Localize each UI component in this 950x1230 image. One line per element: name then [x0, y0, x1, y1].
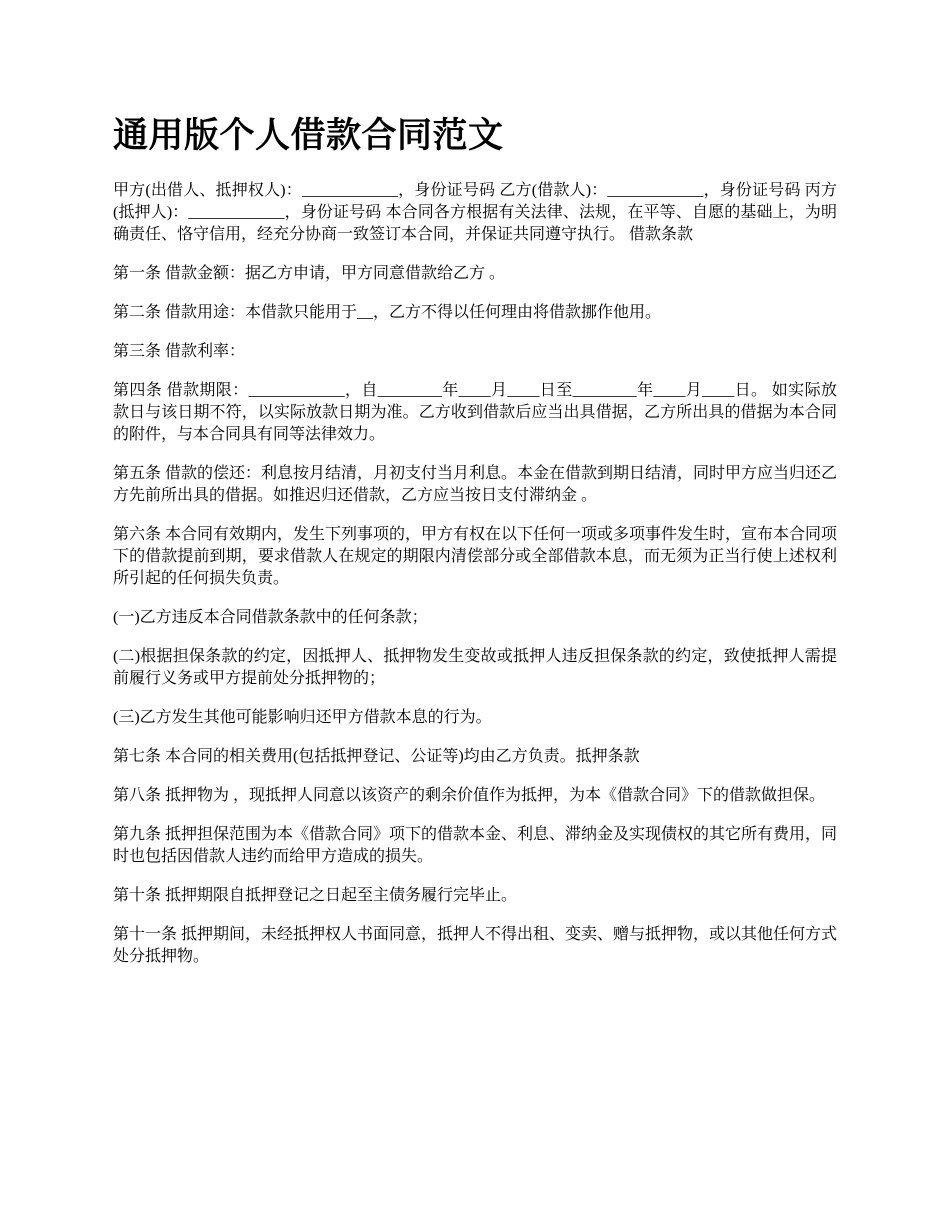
paragraph-article-7: 第七条 本合同的相关费用(包括抵押登记、公证等)均由乙方负责。抵押条款 [113, 748, 640, 765]
paragraph-item-1: (一)乙方违反本合同借款条款中的任何条款； [113, 609, 428, 626]
paragraph-article-3: 第三条 借款利率： [113, 343, 246, 360]
paragraph-parties: 甲方(出借人、抵押权人)：____________，身份证号码 乙方(借款人)：____________，身份证号码 丙方(抵押人)：____________，身份证号码 本合同各方根据有关法律、法规，在平等、自愿的基础上，为明确责任、恪守信用，经充分协商一致签订本合同，并保证共同遵守执行。 借款条款 [113, 182, 837, 243]
paragraph-article-1: 第一条 借款金额：据乙方申请，甲方同意借款给乙方 。 [113, 265, 506, 282]
paragraph-article-11: 第十一条 抵押期间，未经抵押权人书面同意，抵押人不得出租、变卖、赠与抵押物，或以其他任何方式处分抵押物。 [113, 926, 838, 965]
paragraph-article-4: 第四条 借款期限：____________，自________年____月____日至________年____月____日。 如实际放款日与该日期不符，以实际放款日期为准。乙方收到借款后应当出具借据，乙方所出具的借据为本合同的附件，与本合同具有同等法律效力。 [113, 382, 837, 443]
paragraph-article-5: 第五条 借款的偿还：利息按月结清，月初支付当月利息。本金在借款到期日结清，同时甲方应当归还乙方先前所出具的借据。如推迟归还借款，乙方应当按日支付滞纳金 。 [113, 465, 838, 504]
document-page [113, 112, 837, 985]
paragraph-item-2: (二)根据担保条款的约定，因抵押人、抵押物发生变故或抵押人违反担保条款的约定，致使抵押人需提前履行义务或甲方提前处分抵押物的； [113, 648, 837, 687]
paragraph-article-8: 第八条 抵押物为 ，现抵押人同意以该资产的剩余价值作为抵押，为本《借款合同》下的借款做担保。 [113, 787, 826, 804]
paragraph-article-6: 第六条 本合同有效期内，发生下列事项的，甲方有权在以下任何一项或多项事件发生时，宣布本合同项下的借款提前到期，要求借款人在规定的期限内清偿部分或全部借款本息，而无须为正当行使上述权利所引起的任何损失负责。 [113, 526, 838, 587]
paragraph-article-10: 第十条 抵押期限自抵押登记之日起至主债务履行完毕止。 [113, 887, 518, 904]
paragraph-article-9: 第九条 抵押担保范围为本《借款合同》项下的借款本金、利息、滞纳金及实现债权的其它所有费用，同时也包括因借款人违约而给甲方造成的损失。 [113, 826, 838, 865]
document-title: 通用版个人借款合同范文 [113, 115, 504, 156]
paragraph-article-2: 第二条 借款用途：本借款只能用于__，乙方不得以任何理由将借款挪作他用。 [113, 304, 662, 321]
paragraph-item-3: (三)乙方发生其他可能影响归还甲方借款本息的行为。 [113, 709, 492, 726]
